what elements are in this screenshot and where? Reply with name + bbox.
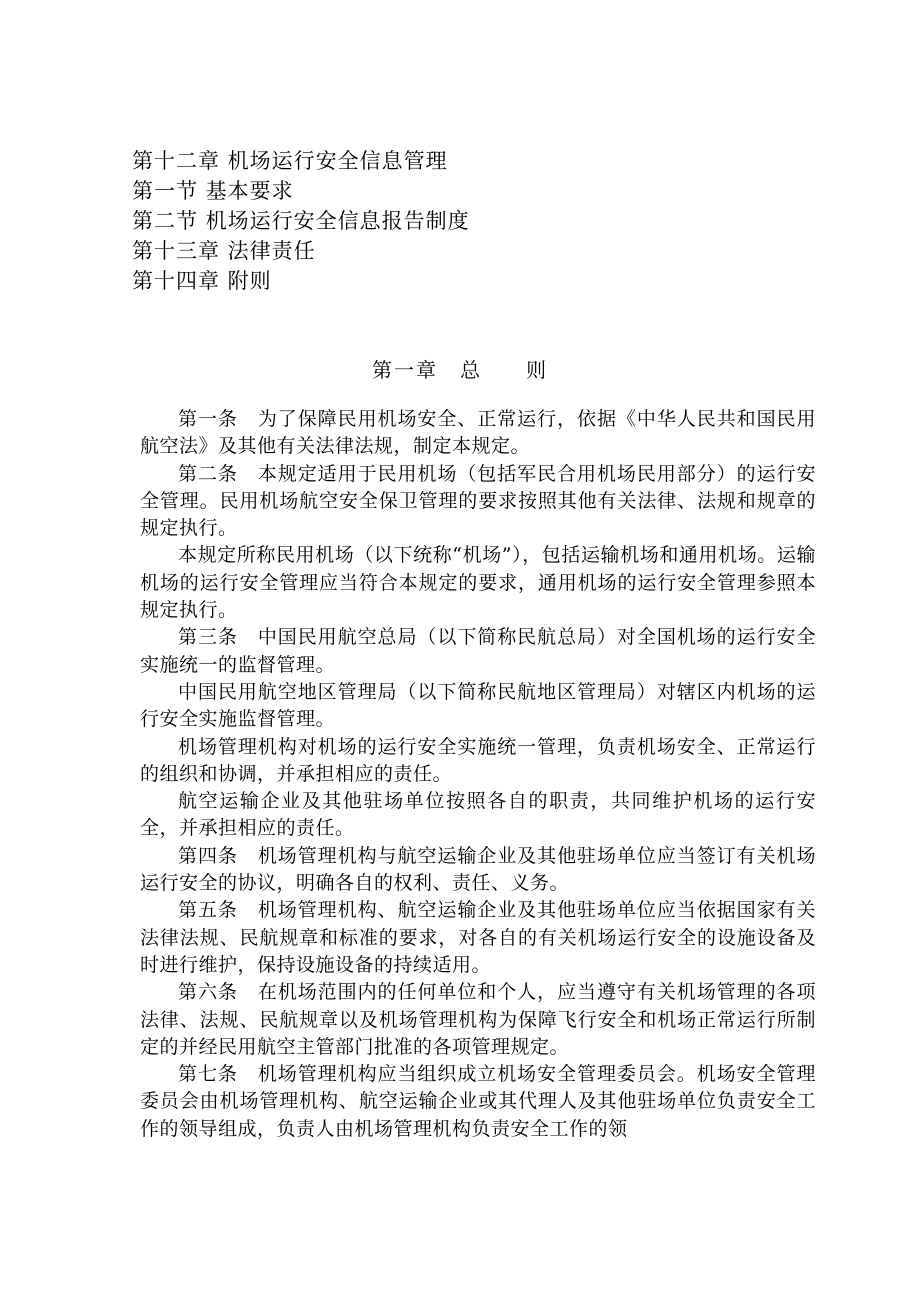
article-text: 本规定所称民用机场（以下统称“机场”），包括运输机场和通用机场。运输机场的运行安全管理应当符合本规定的要求，通用机场的运行安全管理参照本规定执行。: [140, 544, 816, 622]
table-of-contents: [132, 146, 470, 296]
article-label: 第六条: [178, 981, 258, 1004]
article-text: 中国民用航空总局（以下简称民航总局）对全国机场的运行安全实施统一的监督管理。: [140, 626, 816, 676]
article-text: 机场管理机构对机场的运行安全实施统一管理，负责机场安全、正常运行的组织和协调，并承担相应的责任。: [140, 735, 816, 785]
article-text: 机场管理机构应当组织成立机场安全管理委员会。机场安全管理委员会由机场管理机构、航空运输企业或其代理人及其他驻场单位负责安全工作的领导组成，负责人由机场管理机构负责安全工作的领: [140, 1063, 816, 1140]
article-label: 第一条: [178, 408, 258, 430]
article-paragraph: [140, 979, 816, 1061]
toc-item: 第二节 机场运行安全信息报告制度: [132, 209, 470, 233]
article-paragraph: [140, 624, 816, 679]
article-paragraph: [140, 1061, 816, 1143]
article-text: 机场管理机构与航空运输企业及其他驻场单位应当签订有关机场运行安全的协议，明确各自的权利、责任、义务。: [140, 844, 816, 895]
article-text: 机场管理机构、航空运输企业及其他驻场单位应当依据国家有关法律法规、民航规章和标准的要求，对各自的有关机场运行安全的设施设备及时进行维护，保持设施设备的持续适用。: [140, 899, 816, 976]
article-text: 中国民用航空地区管理局（以下简称民航地区管理局）对辖区内机场的运行安全实施监督管理。: [140, 680, 816, 731]
article-paragraph: [140, 788, 816, 843]
article-label: 第四条: [178, 844, 258, 867]
article-paragraph: [140, 679, 816, 734]
toc-item: 第十四章 附则: [132, 269, 272, 293]
toc-item: 第十二章 机场运行安全信息管理: [132, 149, 448, 173]
article-paragraph: [140, 843, 816, 898]
article-text: 为了保障民用机场安全、正常运行，依据《中华人民共和国民用航空法》及其他有关法律法规，制定本规定。: [140, 408, 816, 458]
article-paragraph: [140, 897, 816, 979]
article-text: 在机场范围内的任何单位和个人，应当遵守有关机场管理的各项法律、法规、民航规章以及机场管理机构为保障飞行安全和机场正常运行所制定的并经民用航空主管部门批准的各项管理规定。: [140, 981, 816, 1058]
article-text: 航空运输企业及其他驻场单位按照各自的职责，共同维护机场的运行安全，并承担相应的责任。: [140, 790, 816, 840]
chapter-body: [140, 406, 816, 1143]
toc-item: 第一节 基本要求: [132, 179, 294, 203]
article-label: 第三条: [178, 626, 258, 649]
toc-item: 第十三章 法律责任: [132, 239, 316, 263]
article-label: 第七条: [178, 1063, 258, 1086]
article-paragraph: [140, 406, 816, 461]
article-paragraph: [140, 461, 816, 543]
article-label: 第五条: [178, 899, 258, 922]
article-paragraph: [140, 734, 816, 789]
article-label: 第二条: [178, 462, 258, 485]
article-paragraph: [140, 542, 816, 624]
article-text: 本规定适用于民用机场（包括军民合用机场民用部分）的运行安全管理。民用机场航空安全保卫管理的要求按照其他有关法律、法规和规章的规定执行。: [140, 462, 816, 540]
chapter-title: 第一章 总 则: [372, 358, 548, 382]
